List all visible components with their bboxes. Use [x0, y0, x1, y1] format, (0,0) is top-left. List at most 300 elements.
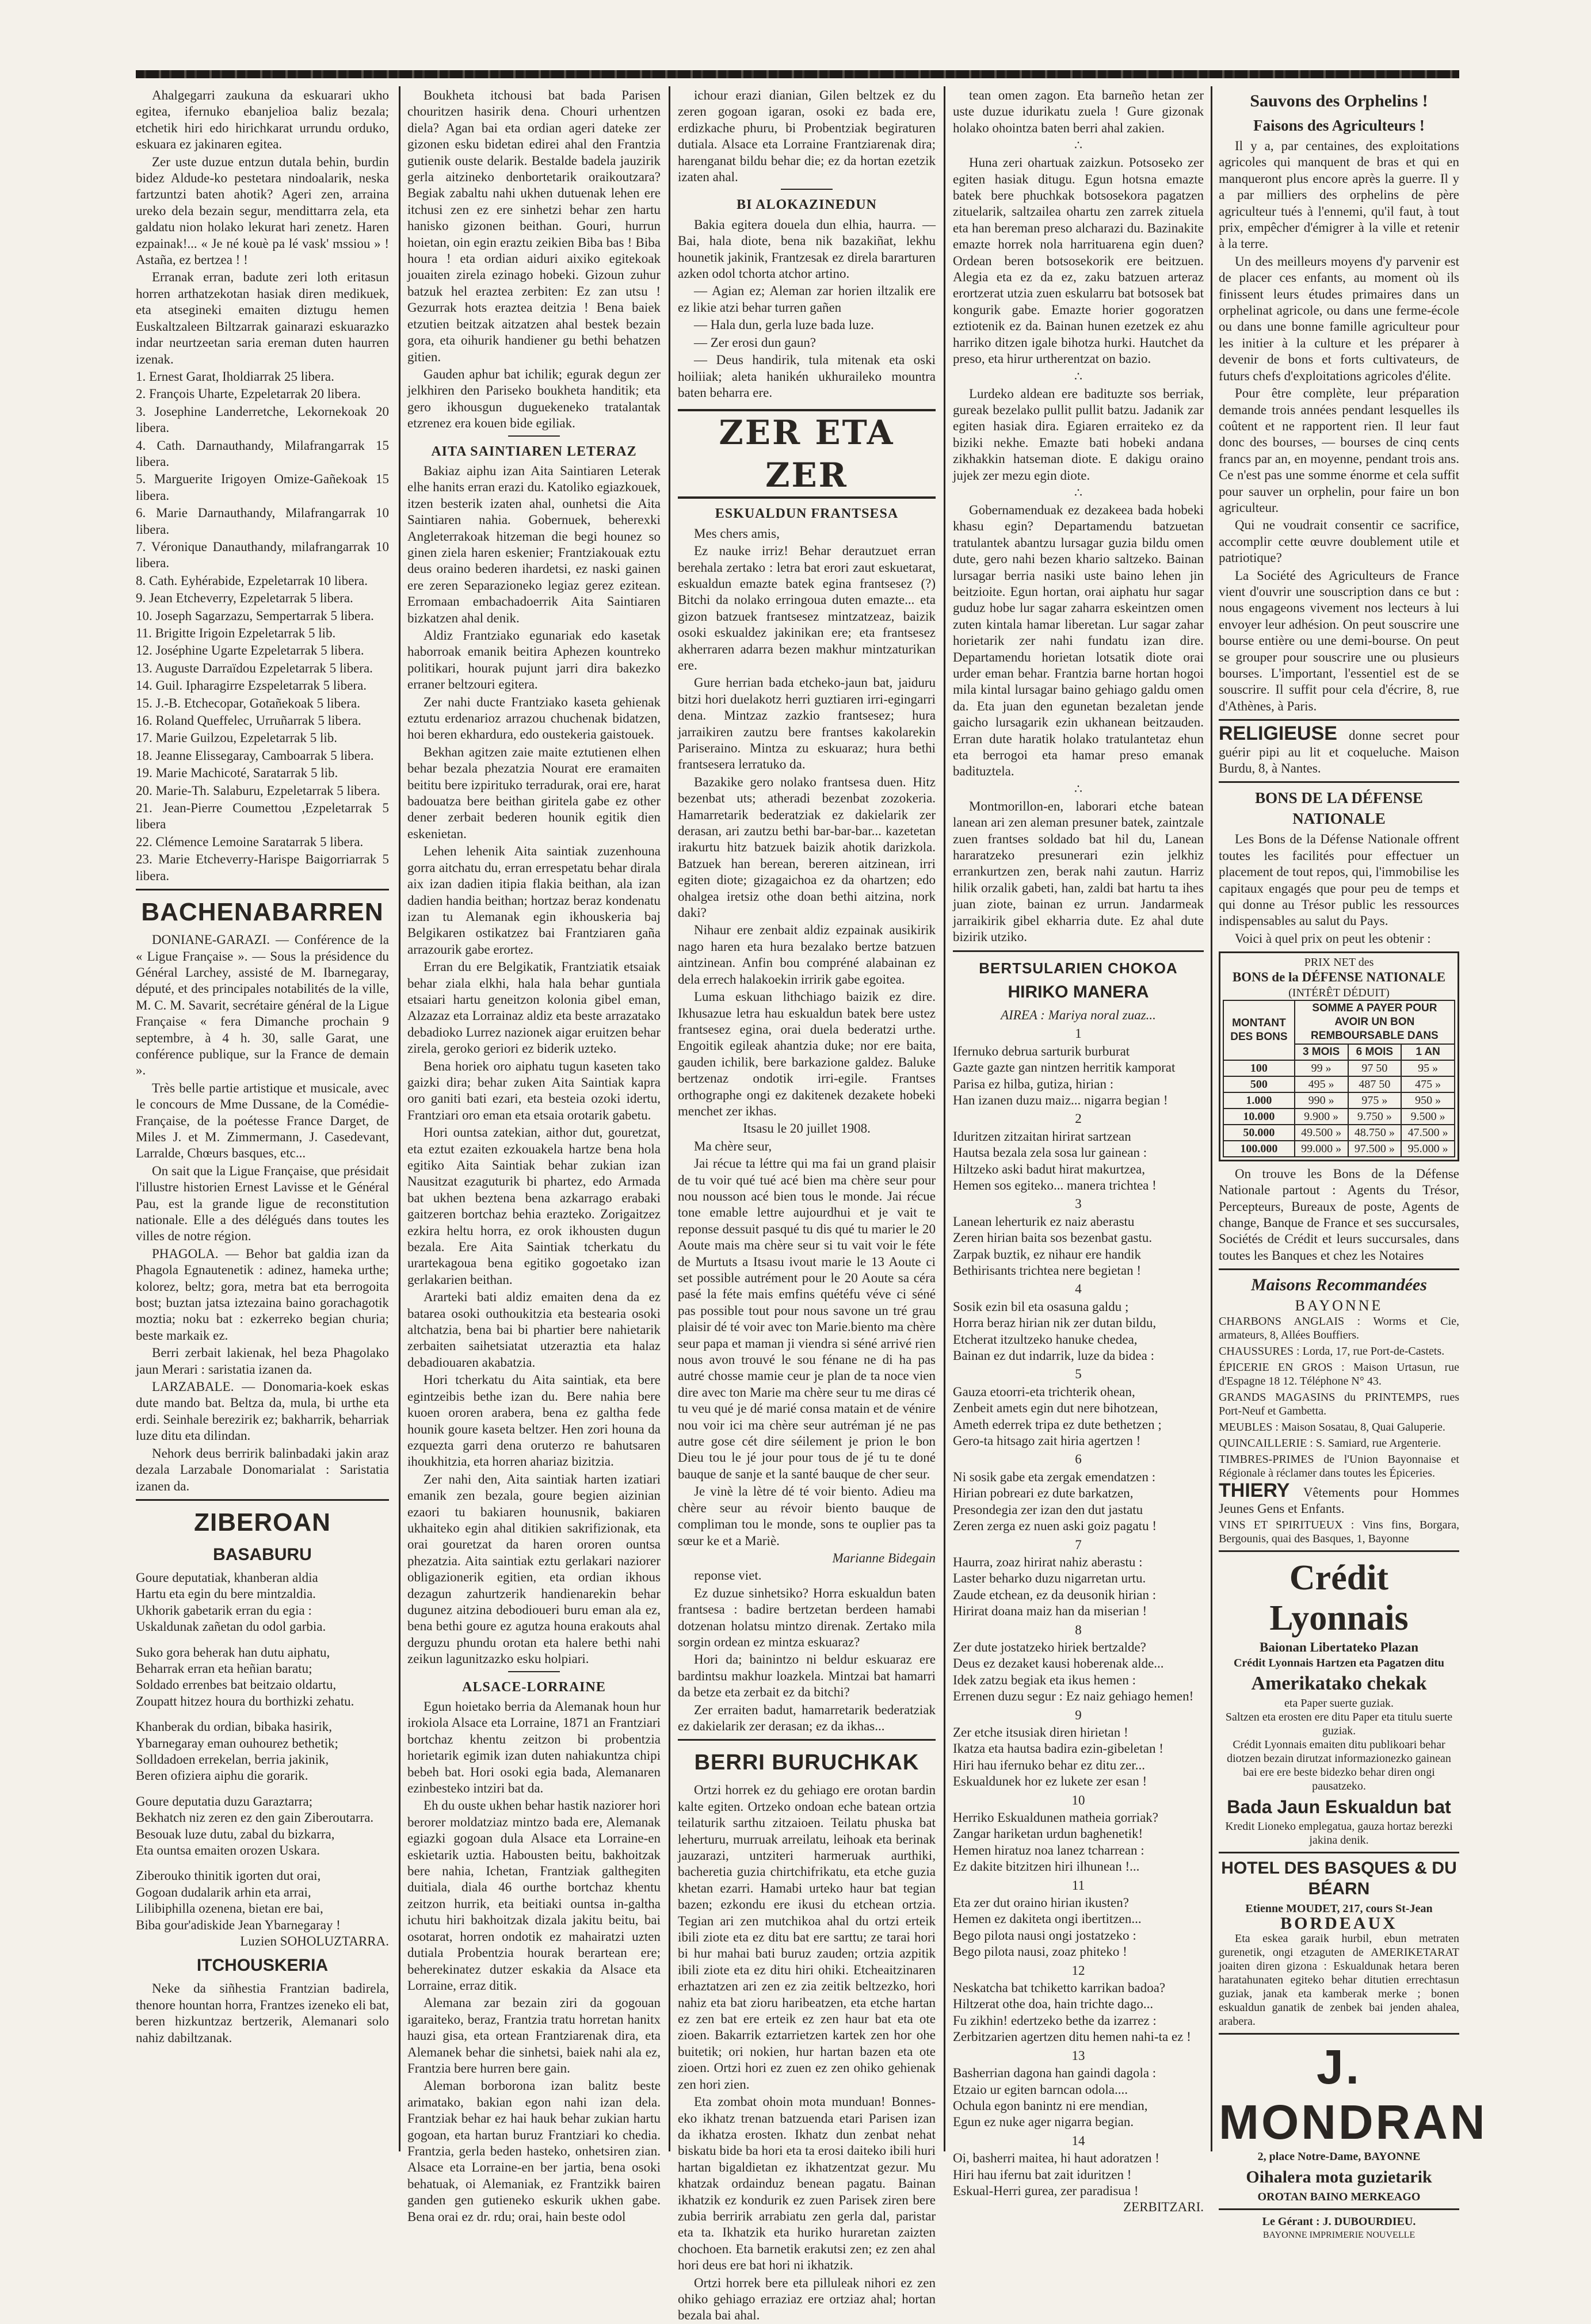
verse-line: Etcherat itzultzeko hanuke chedea,: [953, 1332, 1138, 1347]
poem-line: Goure deputatia duzu Garaztarra;: [136, 1794, 313, 1809]
column-divider: [944, 86, 945, 2151]
verse-line: Hiltzerat othe doa, hain trichte dago...: [953, 1997, 1154, 2012]
table-cell: 99 »: [1295, 1060, 1348, 1076]
religieuse-ad: [1219, 725, 1459, 777]
verse-stanza: [953, 1554, 1204, 1620]
verse-line: Ikatza eta hautsa badira ezin-gibeletan !: [953, 1741, 1163, 1756]
prize-list-item: 10. Joseph Sagarzazu, Sempertarrak 5 libera.: [136, 608, 374, 623]
table-cell: 487 50: [1348, 1076, 1402, 1092]
verse-line: Errenen duzu segur : Ez naiz gehiago hemen!: [953, 1689, 1194, 1704]
column-divider: [1211, 86, 1212, 2151]
article-text: — Hala dun, gerla luze bada luze.: [694, 318, 874, 332]
bons-price-table: [1219, 951, 1459, 1161]
column-4: [953, 87, 1204, 2215]
verse-line: Zangar hariketan urdun baghenetik!: [953, 1826, 1143, 1841]
prize-list-item: 2. François Uharte, Ezpeletarrak 20 libera.: [136, 387, 361, 402]
article-text: — Deus handirik, tula mitenak eta oski hoiliiak; aleta hanikén ukhuraileko mountra baten beharra ere.: [678, 353, 936, 400]
article-text: DONIANE-GARAZI. — Conférence de la « Ligue Française ». — Sous la présidence du Général Larchey, assisté de M. Ibarnegaray, député, et des principales notabilités de la ville, M. C. M. Savarit, secrétaire général de la Ligue Française « fera Dimanche prochain 9 septembre, à 4 h. 30, salle Garat, une conférence publique, sur la France de demain ».: [136, 932, 389, 1078]
verse-line: Zerbitzarien agertzen ditu hemen nahi-ta ez !: [953, 2029, 1191, 2044]
verse-line: Horra beraz hirian nik zer dutan bildu,: [953, 1316, 1157, 1331]
section-rule: [1219, 719, 1459, 721]
verse-line: Sosik ezin bil eta osasuna galdu ;: [953, 1299, 1129, 1314]
verse-number: 6: [1075, 1452, 1082, 1467]
poem-stanza: [136, 1794, 389, 1859]
verse-line: Bainan ez dut indarrik, luze da bidea :: [953, 1348, 1154, 1363]
verse-number: 11: [1071, 1878, 1085, 1893]
verse-number: 1: [1075, 1026, 1082, 1041]
table-row: [1223, 1125, 1455, 1141]
verse-number: 9: [1075, 1707, 1082, 1722]
verse-line: Fu zikhin! edertzeko bethe da izarrez :: [953, 2013, 1157, 2028]
poem-stanza: [136, 1719, 389, 1784]
verse-line: Eskual-Herri gurea, zer paradisua !: [953, 2183, 1139, 2198]
prize-list-item: 18. Jeanne Elissegaray, Camboarrak 5 libera.: [136, 748, 374, 763]
mondran-address: 2, place Notre-Dame, BAYONNE: [1257, 2150, 1421, 2164]
verse-stanza: [953, 1469, 1204, 1535]
article-text: Neke da siñhestia Frantzian badirela, thenore hountan horra, Frantzes izeneko eli bat, beren hizkuntzaz bertzerik, Alemanari solo nahiz dabiltzanak.: [136, 1981, 389, 2045]
city-label: BAYONNE: [1295, 1297, 1383, 1314]
verse-stanza: [953, 1639, 1204, 1705]
mondran-title: J. MONDRAN: [1219, 2040, 1487, 2150]
section-heading: BERTSULARIEN CHOKOA: [979, 959, 1178, 977]
article-text: Lurdeko aldean ere badituzte sos berriak, gureak bezelako pullit pullit batzu. Jadanik zar egiten hasiak dira. Egiaren erraiteko ez da biziki nekhe. Emazte bati hobeki andana zikhakkin hatseman diote. E dakigu oraino jujek zer mezu egin diote.: [953, 386, 1204, 483]
article-text: — Zer erosi dun gaun?: [694, 335, 817, 350]
table-cell: 49.500 »: [1295, 1125, 1348, 1141]
article-text: Luma eskuan lithchiago baizik ez dire. Ikhusazue letra hau eskualdun batek bere ustez frantsesez egina, orai duela bederatzi urthe. Engoitik egileak ahantzia duke; nor ere baita, gauden ichilik, bere barkazione galdez. Baluke bertzenaz ondotik irri-egile. Frantses orthographe ongi ez dakitenek dezakete hobeki menchet zer ikhas.: [678, 989, 936, 1118]
article-text: Je vinè la lètre dé té voir biento. Adieu ma chère seur au révoir biento bauque de compliman tou le monde, sons te ouplier pas ta sœur ke et a Mariè.: [678, 1484, 936, 1548]
thiery-name: THIERY: [1219, 1479, 1290, 1501]
article-text: Aldiz Frantziako egunariak edo kasetak haborroak emanik beitira Aphezen kountreko politikari, hourak pujunt jarri dira bakezko erraner beltzouri egitera.: [407, 628, 661, 692]
printer-line: BAYONNE IMPRIMERIE NOUVELLE: [1262, 2230, 1416, 2241]
verse-line: Basherrian dagona han gaindi dagola :: [953, 2066, 1157, 2081]
verse-line: Zeren zerga ez nuen aski goiz pagatu !: [953, 1519, 1157, 1534]
article-text: — Agian ez; Aleman zar horien iltzalik ere ez likie atzi behar turren gañen: [678, 284, 936, 315]
shop-ad: MEUBLES : Maison Sosatau, 8, Quai Galuperie.: [1219, 1420, 1445, 1434]
shop-ad: GRANDS MAGASINS du PRINTEMPS, rues Port-Neuf et Gambetta.: [1219, 1390, 1459, 1417]
divider: [781, 189, 833, 190]
article-text: Bekhan agitzen zaie maite eztutienen elhen behar bezala phezatzia Nourat ere eramaiten beititu bere izpirituko terradurak, orai ere, harat badouatza bere beithan giritela gabe ez other dener zerbait bederen hounik egitik dien eskenietan.: [407, 744, 661, 841]
prize-list-item: 20. Marie-Th. Salaburu, Ezpeletarrak 5 libera.: [136, 783, 380, 798]
verse-number: 2: [1075, 1111, 1082, 1126]
table-row: [1223, 1076, 1455, 1092]
verse-number: 3: [1075, 1197, 1082, 1211]
article-text: Hori ountsa zatekian, aithor dut, gouretzat, eta eztut ezaiten ezkouakela hartze bena hola egitiko Aita Saintiak behar zukian izan Nausitzat ezaguturik bi phartez, edo Armada bat ukhen beztena bena azkarrago erabaki gaitzeren bortchaz behia erazteko. Zorigaitzez ezkira heltu horra, ez orok ikhousten dugun bezala. Ere Aita Saintiak tcherkatu du urartekagoua bena egitiko gogoetako izan gerlakarien beithan.: [407, 1125, 661, 1287]
verse-number: 7: [1075, 1537, 1082, 1552]
poem-line: Beharrak erran eta heñian baratu;: [136, 1661, 312, 1676]
section-rule: [1219, 1550, 1459, 1552]
shop-ads: [1219, 1314, 1459, 1480]
table-cell: 97.500 »: [1348, 1141, 1402, 1157]
verse-line: Oi, basherri maitea, hi haut adoratzen !: [953, 2151, 1159, 2166]
poem-line: Gogoan dudalarik arhin eta arrai,: [136, 1885, 311, 1899]
section-rule: [1219, 2208, 1459, 2210]
verse-line: Etzaio ur egiten barncan odola....: [953, 2082, 1128, 2097]
article-text: Aleman borborona izan balitz beste arimatako, bakian egon nahi izan dela. Frantziak behar ez hai hauk behar zukian hartu gogoan, eta hartan buruz Frantziari ko chedia. Frantzia, gerla beden hasteko, onhetsiren zian. Alsace eta Lorraine-en ber jartia, bena osoki behatuak, oi Alemaniak, ez Frantzikk bairen ganden gen gutieneko eskurik ukhen gabe. Bena orai ez dr. rdu; orai, hain beste odol: [407, 2078, 661, 2224]
prize-list-item: 6. Marie Darnauthandy, Milafrangarrak 10 libera.: [136, 506, 389, 537]
verse-line: Hirirat doana maiz han da miserian !: [953, 1604, 1147, 1619]
section-heading: BACHENABARREN: [141, 898, 384, 927]
section-rule: [136, 889, 389, 890]
verse-number: 5: [1075, 1367, 1082, 1382]
hotel-city: BORDEAUX: [1280, 1913, 1398, 1933]
poem-stanza: [136, 1570, 389, 1635]
verse-line: Bethirisants trichtea nere begietan !: [953, 1263, 1141, 1278]
table-cell: 48.750 »: [1348, 1125, 1402, 1141]
article-text: Gauden aphur bat ichilik; egurak degun zer jelkhiren den Pariseko boukheta handitik; eta gero ikhousgun duguekeneko tratalantak etzrenez era kouen bide egiliak.: [407, 366, 661, 431]
verse-line: Haurra, zoaz hirirat nahiz aberastu :: [953, 1554, 1143, 1569]
verse-line: Zarpak buztik, ez nihaur ere handik: [953, 1247, 1141, 1262]
verse-line: Hemen ez dakiteta ongi ibertitzen...: [953, 1912, 1142, 1927]
bada-jaun: Bada Jaun Eskualdun bat: [1227, 1796, 1451, 1817]
price-table: [1223, 1000, 1455, 1157]
article-text: Eta zombat ohoin mota munduan! Bonnes-eko ikhatz trenan batzuenda etari Parisen izan da ikhatza erosten. Ikhatz dun zenbat nehat biskatu bide ba hori eta ta erosi daiteko ibili huri hartan bigaldietan ez ikhatzentzat gezur. Mu khatzak ordainduz benean pagatu. Bainan ikhatzik ez kondurik ez zuen Parisek ziren bere zubia berririk arrabiatu zen gerla dal, paristar eta ta. Ikhatzik eta huriko huraretan zaizten chochoen. Eta barnetik erakutsi zen; ez zen ahal hori deus ere bat hori ni ikhatzik.: [678, 2094, 936, 2273]
poem-stanza: [136, 1645, 389, 1710]
prize-list: [136, 369, 389, 884]
verse-stanza: [953, 1725, 1204, 1790]
ad-text: Crédit Lyonnais Hartzen eta Pagatzen ditu: [1233, 1656, 1445, 1669]
section-heading: ALSACE-LORRAINE: [462, 1679, 606, 1695]
poem-line: Biba gour'adiskide Jean Ybarnegaray !: [136, 1917, 341, 1932]
article-text: Bakiaz aiphu izan Aita Saintiaren Leterak elhe hanits erran erazi du. Katoliko egiazkouek, itzen besterik izaten ahal, ounhetsi die Aita Saintiaren nahia. Gobernuek, beherexki Angleterrakoak hitzeman die begi hounez so ginen ziela haren eskenier; Frantziakouak eztu deus oraino bederen ihardetsi, ez naski gainen ere zeren Separazioneko legiaz gerez ezitean. Erromaan embachadoerrik Aita Saintiaren bizkatzen ahal denik.: [407, 463, 661, 625]
article-text: Zer nahi den, Aita saintiak harten izatiari emanik zen bezala, goure begien aizinian ezaori tu bakiaren hounusnik, bakiaren ukhaiteko egin ahal ditikien sakrifizionak, eta orai gouretzat da haren ororen ountsa phezatzia. Aita saintiak eztu gerlakari naziorer obligazionerik egitien, eta ordian ikhous dezagun zahurtzerik handienarekin behar dugunez aitzina debodioueri buru eman ala ez, bena bethi goure ez agutza houna erakouts ahal derguzu phundu orotan eta halere bethi nahi zeikun lagunitzazko esku holpiari.: [407, 1471, 661, 1666]
divider: [508, 1671, 560, 1672]
article-text: Montmorillon-en, laborari etche batean lanean ari zen aleman presuner batek, zaintzale zuen frantses soldado bat hil du, Lanean hararatzeko presunerari ezin jelkhiz errankurtzen zen, berak nahi zautun. Harriz hilik orzalik gabeti, han, zaldi bat hartu ta ihes juan ziote, bainan ez urrun. Jandarmeak jarraikirik gibel ekharria dute. Ez ahal dute bizirik utziko.: [953, 798, 1204, 945]
ad-heading: Maisons Recommandées: [1251, 1275, 1427, 1295]
table-cell: 500: [1223, 1076, 1295, 1092]
article-text: Jai récue ta léttre qui ma fai un grand plaisir de tu voir qué tué acé bien ma chère seur pour nou nousson acé bien tous le monde. Jai récue tone emable lettre aujourdhui et je vait te reponse dessuit pasqué tu dis qué tu marier le 20 Aoute mais ma chère seur si tu vait voir le féte de Murtuts a Itsasu ivout marie le 13 Aoute ci set possible autrément pour le 20 Aoute sa céra pasé la féte mais emfins quétéfu véve ci séné pas possible tout pour nous savone un tré grau plaisir dé té voir avec ton Marie.biento ma chère seur papa et maman ji viendra si séné arrivé rien nous avon trouvé le sou fénane ne di ha pas autré chosse mamie ceur je plan de ta noce vien dire avec ton Marie ma chère seur tu me diras cé tu veu qué je dé marié consa matain et de vénire nou voir ici ma chère seur autréman jé ne pas autre gose cét dire séilement je prion le bon Dieu tou le jé jour pour tous de jé tu te doné bauque de sanje et la santé bauque de cher seur.: [678, 1156, 936, 1481]
table-cell: 100.000: [1223, 1141, 1295, 1157]
verse-line: Egun ez nuke ager nigarra begian.: [953, 2115, 1134, 2130]
verse-line: Hiri hau ifernuko behar ez ditu zer...: [953, 1757, 1146, 1772]
article-text: Eh du ouste ukhen behar hastik naziorer hori berorer moldatziaz mintzo bada ere, Alemanak egiazki gogoan dula Alsace eta Lorraine-en eskietarik uztia. Habousten beitu, bakhoitzak bere nahia, Ichetan, Frantziak galthegiten duitiala, diala 46 ourthe bortchaz khentu zeitzon hurrik, eta beitiaki ountsa in-galtha ichutu hiri bakhoitzak dizala jakitu beitu, bai osotarat, horren ondotik ez mahairatzi uzten dutiala Probentzia hourak berartean ere; beherekinatez dutzer eskakia da Alsace eta Lorraine, erraz ditik.: [407, 1798, 661, 1993]
verse-line: Idek zatzu begiak eta ikus hemen :: [953, 1672, 1136, 1687]
article-text: LARZABALE. — Donomaria-koek eskas dute mando bat. Beltza da, mula, bi urthe eta erdi. Seinhale berezirik ez; bakharrik, beharriak luze ditu eta dilindan.: [136, 1379, 389, 1443]
prize-list-item: 13. Auguste Darraïdou Ezpeletarrak 5 libera.: [136, 660, 373, 675]
orotan-line: OROTAN BAINO MERKEAGO: [1257, 2191, 1421, 2204]
prize-list-item: 5. Marguerite Irigoyen Omize-Gañekoak 15 libera.: [136, 472, 389, 503]
ad-text: Eta eskea garaik hurbil, ebun metraten gurenetik, ongi etzaguten de AMERIKETARAT joaiten diren gizona : Eskualdunak hetara beren haratahunaten egiteko behar ditutien errechtasun guziak, janak eta kamberak merke ; bonen eskualdun ganatik de zenbek bai jenden ahalea, arabera.: [1219, 1932, 1459, 2028]
column-divider: [669, 86, 670, 2151]
table-subtitle: (INTÉRÊT DÉDUIT): [1288, 986, 1390, 999]
article-text: Nehork deus berririk balinbadaki jakin araz dezala Larzabale Donomarialat : Saristatia izanen da.: [136, 1446, 389, 1493]
verse-number: 10: [1071, 1792, 1085, 1807]
article-text: Gure herrian bada etcheko-jaun bat, jaiduru bitzi hori duelakotz herri guztiaren irri-egingarri dena. Mintzaz zazkio frantsesez; hura jarraikiren zautzu bere frantses kakolarekin Pariseraino. Mintza zu eskuaraz; hura bethi frantsesera lerratuko da.: [678, 675, 936, 772]
oihalera-line: Oihalera mota guzietarik: [1246, 2168, 1432, 2187]
prize-list-item: 14. Guil. Ipharagirre Ezspeletarrak 5 libera.: [136, 678, 367, 693]
verse-line: Gero-ta hitsago zait hiria agertzen !: [953, 1434, 1141, 1448]
poem-line: Besouak luze dutu, zabal du bizkarra,: [136, 1826, 335, 1841]
poem-line: Ziberouko thinitik igorten dut orai,: [136, 1868, 321, 1883]
verse-line: Zeren hirian baita sos bezenbat gastu.: [953, 1230, 1153, 1245]
verse-stanza: [953, 1214, 1204, 1279]
prize-list-item: 8. Cath. Eyhérabide, Ezpeletarrak 10 libera.: [136, 573, 368, 588]
poem-line: Ybarnegaray eman ouhourez bethetik;: [136, 1736, 338, 1750]
section-heading: AITA SAINTIAREN LETERAZ: [431, 444, 637, 459]
poem-stanza: [136, 1868, 389, 1933]
verse-line: Zaude etchean, ez da deusonik hirian :: [953, 1587, 1157, 1602]
shop-ad: TIMBRES-PRIMES de l'Union Bayonnaise et Régionale à réclamer dans toutes les Épiceries.: [1219, 1452, 1459, 1480]
subsection-heading: ITCHOUSKERIA: [196, 1956, 329, 1975]
verse-number: 12: [1071, 1963, 1085, 1978]
article-text: Ez duzue sinhetsiko? Horra eskualdun baten frantsesa : badire bertzetan berdeen hamabi dotzenan holatsu mintzo direnak. Zertako mila sorgin ordean ez mintza eskuaraz?: [678, 1585, 936, 1649]
asterism-divider: ∴: [1074, 369, 1082, 384]
ad-text: VINS ET SPIRITUEUX : Vins fins, Borgara, Bergounis, quai des Basques, 1, Bayonne: [1219, 1519, 1459, 1546]
melody-note: AIREA : Mariya noral zuaz...: [1001, 1007, 1156, 1022]
poem-line: Soldado errenbes bat beitzaio oldartu,: [136, 1677, 337, 1692]
religieuse-text: donne secret pour guérir pipi au lit et coqueluche. Maison Burdu, 8, à Nantes.: [1219, 728, 1460, 776]
verse-line: Hemen hiratuz noa lanez tcharrean :: [953, 1843, 1144, 1857]
ad-heading: Sauvons des Orphelins !: [1250, 91, 1428, 110]
verse-line: Hiltzeko aski badut hirat makurtzea,: [953, 1161, 1146, 1176]
poem-line: Hartu eta egin du bere mintzaldia.: [136, 1587, 316, 1601]
religieuse-title: RELIGIEUSE: [1219, 723, 1337, 745]
verse-number: 14: [1071, 2133, 1085, 2148]
table-cell: 9.500 »: [1401, 1109, 1455, 1125]
section-heading: BI ALOKAZINEDUN: [737, 197, 877, 213]
verse-line: Ifernuko debrua sarturik burburat: [953, 1043, 1130, 1058]
verse-line: Lanean leherturik ez naiz aberastu: [953, 1214, 1135, 1229]
ad-text: Kredit Lioneko emplegatua, gauza hortaz berezki jakina denik.: [1225, 1820, 1453, 1847]
table-cell: 99.000 »: [1295, 1141, 1348, 1157]
thiery-text: Vêtements pour Hommes Jeunes Gens et Enfants.: [1219, 1485, 1459, 1516]
article-text: Ortzi horrek bere eta pilluleak nihori ez zen ohiko gehiago erraziaz ere ortziaz ahal; hortan bezala bai ahal.: [678, 2275, 936, 2323]
verse-stanza: [953, 1043, 1204, 1109]
table-row: [1223, 1109, 1455, 1125]
prize-list-item: 7. Véronique Danauthandy, milafrangarrak 10 libera.: [136, 539, 389, 571]
poem-line: Suko gora beherak han dutu aiphatu,: [136, 1645, 330, 1660]
credit-ameri: Amerikatako chekak: [1251, 1672, 1427, 1694]
verse-number: 8: [1075, 1622, 1082, 1637]
table-cell: 975 »: [1348, 1092, 1402, 1109]
prize-list-item: 1. Ernest Garat, Iholdiarrak 25 libera.: [136, 369, 334, 384]
verse-stanza: [953, 1980, 1204, 2046]
poem-line: Goure deputatiak, khanberan aldia: [136, 1570, 318, 1585]
thiery-ad: [1219, 1479, 1459, 1518]
ad-text: Saltzen eta erosten ere ditu Paper eta titulu suerte guziak.: [1225, 1710, 1453, 1737]
article-text: Hori tcherkatu du Aita saintiak, eta bere egintzeibis bethe izan du. Bere nahia bere kuoen ororen arabera, bena ez galtha fede hounik goure kaseta beltzer. Hen zori houna da ezquezta garri dena oruterzo re bahutsaren ihoukhitzia, eta horren ahariaz bizitzia.: [407, 1373, 661, 1469]
article-text: Erranak erran, badute zeri loth eritasun horren arthatzekotan hasiak diren medikuek, eta atsegineki emaiten diztugu hemen Euskaltzaleen Biltzarrak gainarazi eskuarazko indar neurtzeetan saria ereman duten haurren izenak.: [136, 270, 389, 366]
table-cell: 97 50: [1348, 1060, 1402, 1076]
verse-line: Laster beharko duzu nigarretan urtu.: [953, 1571, 1146, 1586]
credit-subtitle: Baionan Libertateko Plazan: [1259, 1640, 1418, 1655]
article-text: Berri zerbait lakienak, hel beza Phagolako jaun Merari : saristatia izanen da.: [136, 1346, 389, 1377]
verse-line: Presondegia zer izan den dut jastatu: [953, 1502, 1143, 1517]
article-text: Lehen lehenik Aita saintiak zuzenhouna gorra aitchatu du, erran errespetatu behar dirala aix izan dadien itipia flakia beithan, ala izan dadien handia beithan; hortzaz beraz kondenatu izan tu Alemanak egin ikhouskeria baj Belgikaren ostikatzez bai Frantziaren gaña arrazourik gabe erortez.: [407, 844, 661, 957]
ad-text: Les Bons de la Défense Nationale offrent toutes les facilités pour effectuer un placement de tout repos, qui, l'immobilise les capitaux engagés que pour peu de temps et qui donne au Trésor public les ressources indispensables au salut du Pays.: [1219, 832, 1459, 928]
ad-text: Qui ne voudrait consentir ce sacrifice, accomplir cette œuvre doublement utile et patriotique?: [1219, 518, 1459, 565]
table-cell: 10.000: [1223, 1109, 1295, 1125]
table-cell: 495 »: [1295, 1076, 1348, 1092]
article-text: Très belle partie artistique et musicale, avec le concours de Mme Dussane, de la Comédie-Française, de la poétesse France Darget, de Miles J. et M. Zimmermann, J. Casedevant, Larralde, Chœurs basques, etc...: [136, 1080, 389, 1161]
section-rule: [678, 1739, 936, 1741]
table-cell: 9.750 »: [1348, 1109, 1402, 1125]
table-cell: 100: [1223, 1060, 1295, 1076]
verse-stanza: [953, 2065, 1204, 2131]
table-cell: 950 »: [1401, 1092, 1455, 1109]
poem-line: Beren ofiziera aiphu die gorarik.: [136, 1768, 308, 1783]
shop-ad: CHAUSSURES : Lorda, 17, rue Port-de-Castets.: [1219, 1344, 1445, 1358]
table-cell: 1.000: [1223, 1092, 1295, 1109]
verse-line: Neskatcha bat tchiketto karrikan badoa?: [953, 1981, 1166, 1996]
article-text: Ahalgegarri zaukuna da eskuarari ukho egitea, ifernuko ebanjelioa baliz bezala; etchetik hiri edo hirichkarat urrundu orduko, eskuara ez jakinaren egitea.: [136, 88, 389, 152]
article-text: Zer uste duzue entzun dutala behin, burdin bidez Aldude-ko pestetara nindoalarik, neska fartzuntzi baten ahotik? Ageri zen, arraina ureko dela bezain segur, mendittarra zela, eta galdatu nion holako lekurat hari zenetz. Haren ezpainak!... « Je né kouè pa lé vask' mssiou » ! Astaña, ez bertzea ! !: [136, 154, 389, 267]
ad-text: Voici à quel prix on peut les obtenir :: [1235, 931, 1431, 946]
subsection-heading: ESKUALDUN FRANTSESA: [715, 506, 899, 522]
subsection-heading: BASABURU: [213, 1545, 312, 1564]
article-text: On sait que la Ligue Française, que présidait l'illustre historien Ernest Lavisse et le Général Pau, est la grande ligue de reconstitution nationale. Elle a des délégués dans toutes les villes de notre région.: [136, 1163, 389, 1244]
column-5-ads: [1219, 87, 1487, 2241]
section-rule: [1219, 781, 1459, 783]
poem-line: Uskaldunak zañetan du odol garbia.: [136, 1619, 326, 1634]
asterism-divider: ∴: [1074, 485, 1082, 500]
poem-line: Zoupatt hitzez houra du borthizki zehatu.: [136, 1694, 354, 1708]
table-cell: 9.900 »: [1295, 1109, 1348, 1125]
prize-list-item: 9. Jean Etcheverry, Ezpeletarrak 5 libera.: [136, 591, 353, 606]
verse-line: Parisa ez hilba, gutiza, hirian :: [953, 1076, 1114, 1091]
header-rule: [136, 70, 1459, 78]
section-heading: ZER ETA ZER: [678, 409, 936, 499]
table-header: MONTANT DES BONS: [1223, 1000, 1295, 1060]
ad-text: Un des meilleurs moyens d'y parvenir est de placer ces enfants, au moment où ils finissent leurs études primaires dans un orphelinat agricole, ou dans une ferme-école ou dans une bonne famille agriculteur pour les initier à la culture et les préparer à devenir de bons et forts cultivateurs, de futurs chefs d'exploitations agricoles d'élite.: [1219, 254, 1459, 383]
gerant-line: Le Gérant : J. DUBOURDIEU.: [1262, 2215, 1416, 2229]
article-text: PHAGOLA. — Behor bat galdia izan da Phagola Egnautenetik : adinez, hameka urthe; kolorez, beltz; gora, metra bat eta berrogoita bost; buztan jatsa iztezaina baino gorachagotik moztia; noku bat : ezkerreko begian churia; beste markaik ez.: [136, 1246, 389, 1343]
article-text: Erran du ere Belgikatik, Frantziatik etsaiak behar ziala elkhi, hala hala behar guntiala etsaiari hartu geneitzon kolonia gibel eman, Alzazaz eta Lorrainaz aldiz eta beste arrazatako debadioko Lurrez nazionek aigar eruitzen behar zirela, geroko geriori ez biderik uzteko.: [407, 960, 661, 1056]
table-row: [1223, 1141, 1455, 1157]
prize-list-item: 16. Roland Queffelec, Urruñarrak 5 libera.: [136, 713, 361, 728]
article-text: Bena horiek oro aiphatu tugun kaseten tako gaizki dira; behar zuken Aita Saintiak kapra oro ganiti bati ezari, eta besteia ozoki idertu, Frantziari oro eman eta etsaia orotarik gabetu.: [407, 1058, 661, 1122]
verse-line: Ochula egon banintz ni ere mendian,: [953, 2098, 1148, 2113]
song-verses: [953, 1026, 1204, 2199]
section-rule: [136, 1499, 389, 1501]
verse-line: Deus ez dezaket kausi hoberenak alde...: [953, 1656, 1164, 1671]
ad-text: Crédit Lyonnais emaiten ditu publikoari behar diotzen bezain dirutzat informazionezko gainean bai ere ere beste bidezko behar diren ongi pausatzeko.: [1227, 1738, 1451, 1792]
verse-stanza: [953, 1129, 1204, 1194]
ad-heading: Faisons des Agriculteurs !: [1253, 117, 1425, 134]
poem-line: Solldadoen errekelan, berria jakinik,: [136, 1752, 329, 1767]
verse-line: Iduritzen zitzaitan hirirat sartzean: [953, 1129, 1131, 1144]
article-text: Ararteki bati aldiz emaiten dena da ez batarea osoki outhoukitzia eta bestearia osoki altchatzia, bena bai bi phartier bere nahietarik zerbaiten saihetsiatat utzeraztia eta halaz debadiouaren akabatzia.: [407, 1290, 661, 1370]
verse-number: 4: [1075, 1282, 1082, 1297]
table-header: 3 MOIS: [1295, 1044, 1348, 1060]
shop-ad: ÉPICERIE EN GROS : Maison Urtasun, rue d'Espagne 18 12. Téléphone N° 43.: [1219, 1360, 1459, 1387]
article-text: Huna zeri ohartuak zaizkun. Potsoseko zer egiten hasiak ditugu. Egun hotsna emazte batek bere phuchkak botsosekora pagatzen zituelarik, saltzailea ohartu zen zarrek zituela eta han bereman preso alcharazi du. Bazinakite emazte horrek nola harrituarena egin duen? Ordean beren botsosekorik ere beitzuen. Alegia eta ez da ez, zaku batzuen arteraz erortzerat utzia zuen eskularru bat botsosek bat kongurik gabe. Emazte horier gogoratzen eztiotenik ez da. Bainan hunen ezetzek ez ahu harriko ditzen igale bihotza hurki. Hautchet da preso, eta hirur urtherentzat on bazio.: [953, 155, 1204, 366]
article-text: Ez nauke irriz! Behar derautzuet erran berehala zertako : letra bat erori zaut eskuetarat, eskualdun emazte batek egina frantsesez (?) Bitchi da nolako erringoua duten emazte... eta gizon batzuek frantsesez mintzatzeaz, baizik osoki eskualdez jakinikan ere; eta frantsesez akherraren adarra bezen makhur mintzaturikan ere.: [678, 544, 936, 672]
verse-line: Ameth ederrek tripa ez dute bethetzen ;: [953, 1417, 1162, 1432]
signature: ZERBITZARI.: [1123, 2200, 1204, 2215]
bons-heading: BONS DE LA DÉFENSE NATIONALE: [1255, 789, 1423, 828]
table-row: [1223, 1060, 1455, 1076]
prize-list-item: 21. Jean-Pierre Coumettou ,Ezpeletarrak 5 libera: [136, 801, 389, 832]
verse-line: Bego pilota nausi, zoaz phiteko !: [953, 1944, 1127, 1959]
article-text: Hori da; bainintzo ni beldur eskuaraz ere bardintsu makhur loazkela. Mintzai bat hamarri da betze eta zerbait ez da bitchi?: [678, 1652, 936, 1700]
article-text: Boukheta itchousi bat bada Parisen chouritzen hasirik dena. Chouri urhentzen diela? Agan bai eta ordian ageri dateke zer gizonen esku bidetan edirei ahal den Frantzia gutienik ouste delarik. Bestalde badela jauzirik gerla aitzineko denbortetarik oraikoutzara? Begiak zabaltu nahi ukhen dutuenak lehen ere itchusi zen ez ere sinhetzi behar zen hartu hanisko gizonen beithan. Gouri, hurrun hoietan, oin egin eraztu zeikien Biba bas ! Biba houra ! eta ordian aiduri aixiko egitekoak jouaiten zirela ezinago hobeki. Gizoun zuhur batzuk hel eraztea zerbiten: Ez zan utsu ! Gezurrak hots eraztea deitzia ! Bena baiek etzutien beitzak aitzatzen ahal bestek bezain gora, eta oihurik handiener gu bethi behatzen gitien.: [407, 88, 661, 364]
poem-line: Bekhatch niz zeren ez den gain Ziberoutarra.: [136, 1810, 374, 1825]
table-header: 1 AN: [1401, 1044, 1455, 1060]
verse-line: Hirian pobreari ez dute barkatzen,: [953, 1486, 1134, 1501]
ad-text: eta Paper suerte guziak.: [1284, 1696, 1394, 1710]
article-text: Zer nahi ducte Frantziako kaseta gehienak eztutu erdenarioz arrazou chuchenak bidatzen, hoi beren ekhardura, edo oustekeria gaistouek.: [407, 694, 661, 742]
poem-line: Eta ountsa emaiten orozen Uskara.: [136, 1843, 320, 1857]
verse-stanza: [953, 2150, 1204, 2199]
section-rule: [1219, 2033, 1459, 2035]
verse-stanza: [953, 1810, 1204, 1875]
column-2: [407, 87, 661, 2224]
table-cell: 95 »: [1401, 1060, 1455, 1076]
poem-line: Ukhorik gabetarik erran du egia :: [136, 1603, 312, 1618]
prize-list-item: 22. Clémence Lemoine Saratarrak 5 libera.: [136, 834, 364, 849]
article-text: Nihaur ere zenbait aldiz ezpainak ausikirik nago haren eta hura bezalako bertze batzuen aintzinean. Anfin bou compréné alabainan ez dela errech halakoekin irririk gabe egoitea.: [678, 923, 936, 987]
shop-ad: QUINCAILLERIE : S. Samiard, rue Argenterie.: [1219, 1436, 1441, 1450]
article-text: Bakia egitera douela dun elhia, haurra. — Bai, hala diote, bena nik bazakiñat, lekhu hounetik jakinik, Frantzesak ez direla bararturen azken odol tchorta atchor artino.: [678, 217, 936, 281]
article-text: Egun hoietako berria da Alemanak houn hur irokiola Alsace eta Lorraine, 1871 an Frantziari bortchaz khentu zeitzon bi probentzia horietarik egimik izan duten nahiakuntza chipi bebeh bat. Hori osoki egia bada, Alemanaren ezinbesteko intziri bat da.: [407, 1699, 661, 1796]
column-1: [136, 87, 389, 2158]
verse-line: Bego pilota nausi ongi jostatzeko :: [953, 1928, 1136, 1943]
shop-ad: CHARBONS ANGLAIS : Worms et Cie, armateurs, 8, Allées Bouffiers.: [1219, 1314, 1459, 1341]
subsection-heading: HIRIKO MANERA: [1008, 982, 1149, 1002]
table-cell: 47.500 »: [1401, 1125, 1455, 1141]
verse-line: Ez dakite bitzitzen hiri ilhunean !...: [953, 1859, 1140, 1874]
verse-line: Eta zer dut oraino hirian ikusten?: [953, 1895, 1129, 1910]
verse-stanza: [953, 1299, 1204, 1364]
column-divider: [399, 86, 400, 2151]
article-text: tean omen zagon. Eta barneño hetan zer uste duzue idurikatu zuela ! Gure gizonak holako ohointza baten berri ahal zakien.: [953, 88, 1204, 135]
article-text: Alemana zar bezain ziri da gogouan igaraiteko, beraz, Frantzia tratu horretan hanitx hauzi gisa, eta ortean Frantziarenak dira, eta Alemanek behar die sinhetsi, baiek nahi ala ez, Frantzia bere hurren bere gain.: [407, 1996, 661, 2075]
signature: Luzien SOHOLUZTARRA.: [240, 1934, 389, 1949]
asterism-divider: ∴: [1074, 781, 1082, 796]
hotel-address: Etienne MOUDET, 217, cours St-Jean: [1245, 1902, 1433, 1915]
table-header: SOMME A PAYER POUR AVOIR UN BON REMBOURSABLE DANS: [1295, 1000, 1455, 1044]
divider: [508, 435, 560, 437]
table-row: [1223, 1092, 1455, 1109]
verse-line: Zenbeit amets egin dut nere bihotzean,: [953, 1401, 1158, 1416]
article-text: Bazakike gero nolako frantsesa duen. Hitz bezenbat uts; atheradi bezenbat zozokeria. Hamarretarik bederatziak ez dakielarik zer derasan, ari zautzu bethi bar-bar-bar... kazetetan irakurtu hitz batzuek baizik ahotik darizkola. Batzuek han berean, bereren aitzinean, irri egiten diote; gizagaichoa ez da ohartzen; edo ohalgea iretsiz othe doan bethi aitzina, nork daki?: [678, 774, 936, 920]
dateline: Itsasu le 20 juillet 1908.: [743, 1121, 871, 1136]
prize-list-item: 15. J.-B. Etchecopar, Gotañekoak 5 libera.: [136, 695, 360, 710]
signature: Marianne Bidegain: [832, 1550, 936, 1565]
verse-line: Eskualdunek hor ez lukete zer esan !: [953, 1774, 1147, 1789]
poem-line: Lilibiphilla ozenena, bietan ere bai,: [136, 1901, 323, 1916]
verse-stanza: [953, 1384, 1204, 1450]
prize-list-item: 4. Cath. Darnauthandy, Milafrangarrak 15 libera.: [136, 438, 389, 469]
verse-line: Zer etche itsusiak diren hirietan !: [953, 1725, 1128, 1740]
verse-line: Hiri hau ifernu bat zait iduritzen !: [953, 2167, 1132, 2182]
table-cell: 475 »: [1401, 1076, 1455, 1092]
ad-text: La Société des Agriculteurs de France vient d'ouvrir une souscription dans ce but : nous engageons vivement nos lecteurs à lui envoyer leur adhésion. On peut souscrire une bourse entière ou une demi-bourse. On peut se grouper pour souscrire une ou plusieurs bourses. L'important, l'essentiel est de se souscrire. Il suffit pour cela d'écrire, 8, rue d'Athènes, à Paris.: [1219, 568, 1459, 713]
section-rule: [1219, 1268, 1459, 1270]
verse-line: Gauza etoorri-eta trichterik ohean,: [953, 1384, 1135, 1399]
verse-line: Han izanen duzu maiz... nigarra begian !: [953, 1092, 1168, 1107]
verse-line: Zer dute jostatzeko hiriek bertzalde?: [953, 1639, 1146, 1654]
article-text: Gobernamenduak ez dezakeea bada hobeki khasu egin? Departamendu batzuetan tratulantek abantzu lursagar guzia bildu omen dute, gero nahi bezen khario saltzeko. Bainan lursagar berria nasiki uste baino lehen jin beitzioite. Egun hortan, orai aiphatu hur sagar guduz hobe lur sagar zaharra eskeintzen omen zuten kintala hamar liberetan. Lur sagar zahar horietarik zer nahi fundatu izan dire. Departamendu horietan lotsatik diote orai urder eman behar. Frantzia barne hortan hogoi mila kintal lursagar baino gehiago galdu omen da. Eta juan den egunetan bezaletan jende gaicho lursagarik ezin ukhanean beitzauden. Erran dute haratik holako tratulantetaz ehun eta berrogoi eta hamar preso emanak badituztela.: [953, 502, 1204, 779]
article-text: Mes chers amis,: [694, 526, 780, 541]
table-label: PRIX NET des: [1304, 956, 1374, 969]
verse-line: Ni sosik gabe eta zergak emendatzen :: [953, 1469, 1156, 1484]
prize-list-item: 23. Marie Etcheverry-Harispe Baigorriarrak 5 libera.: [136, 852, 389, 883]
verse-line: Gazte gazte gan nintzen herritik kamporat: [953, 1060, 1176, 1075]
verse-line: Herriko Eskualdunen matheia gorriak?: [953, 1810, 1159, 1825]
article-text: Ma chère seur,: [694, 1138, 772, 1153]
credit-lyonnais-title: Crédit Lyonnais: [1269, 1558, 1409, 1638]
ad-text: On trouve les Bons de la Défense Nationale partout : Agents du Trésor, Percepteurs, Bureaux de poste, Agents de change, Banque de France et ses succursales, Sociétés de Crédit et leurs succursales, dans toutes les Banques et chez les Notaires: [1219, 1166, 1459, 1263]
column-3: [678, 87, 936, 2323]
section-rule: [953, 950, 1204, 952]
prize-list-item: 12. Joséphine Ugarte Ezpeletarrak 5 libera.: [136, 643, 364, 658]
ad-text: Pour être complète, leur préparation demande trois années pendant lesquelles ils coûtent et ne rapportent rien. Il leur faut donc des bourses, — bourses de cinq cents francs par an, en moyenne, pendant trois ans. Ce n'est pas une somme énorme et cela suffit pour sauver un orphelin, pour faire un bon agriculteur.: [1219, 386, 1459, 515]
table-header: 6 MOIS: [1348, 1044, 1402, 1060]
table-cell: 95.000 »: [1401, 1141, 1455, 1157]
section-heading: ZIBEROAN: [194, 1508, 331, 1536]
prize-list-item: 19. Marie Machicoté, Saratarrak 5 lib.: [136, 766, 338, 781]
